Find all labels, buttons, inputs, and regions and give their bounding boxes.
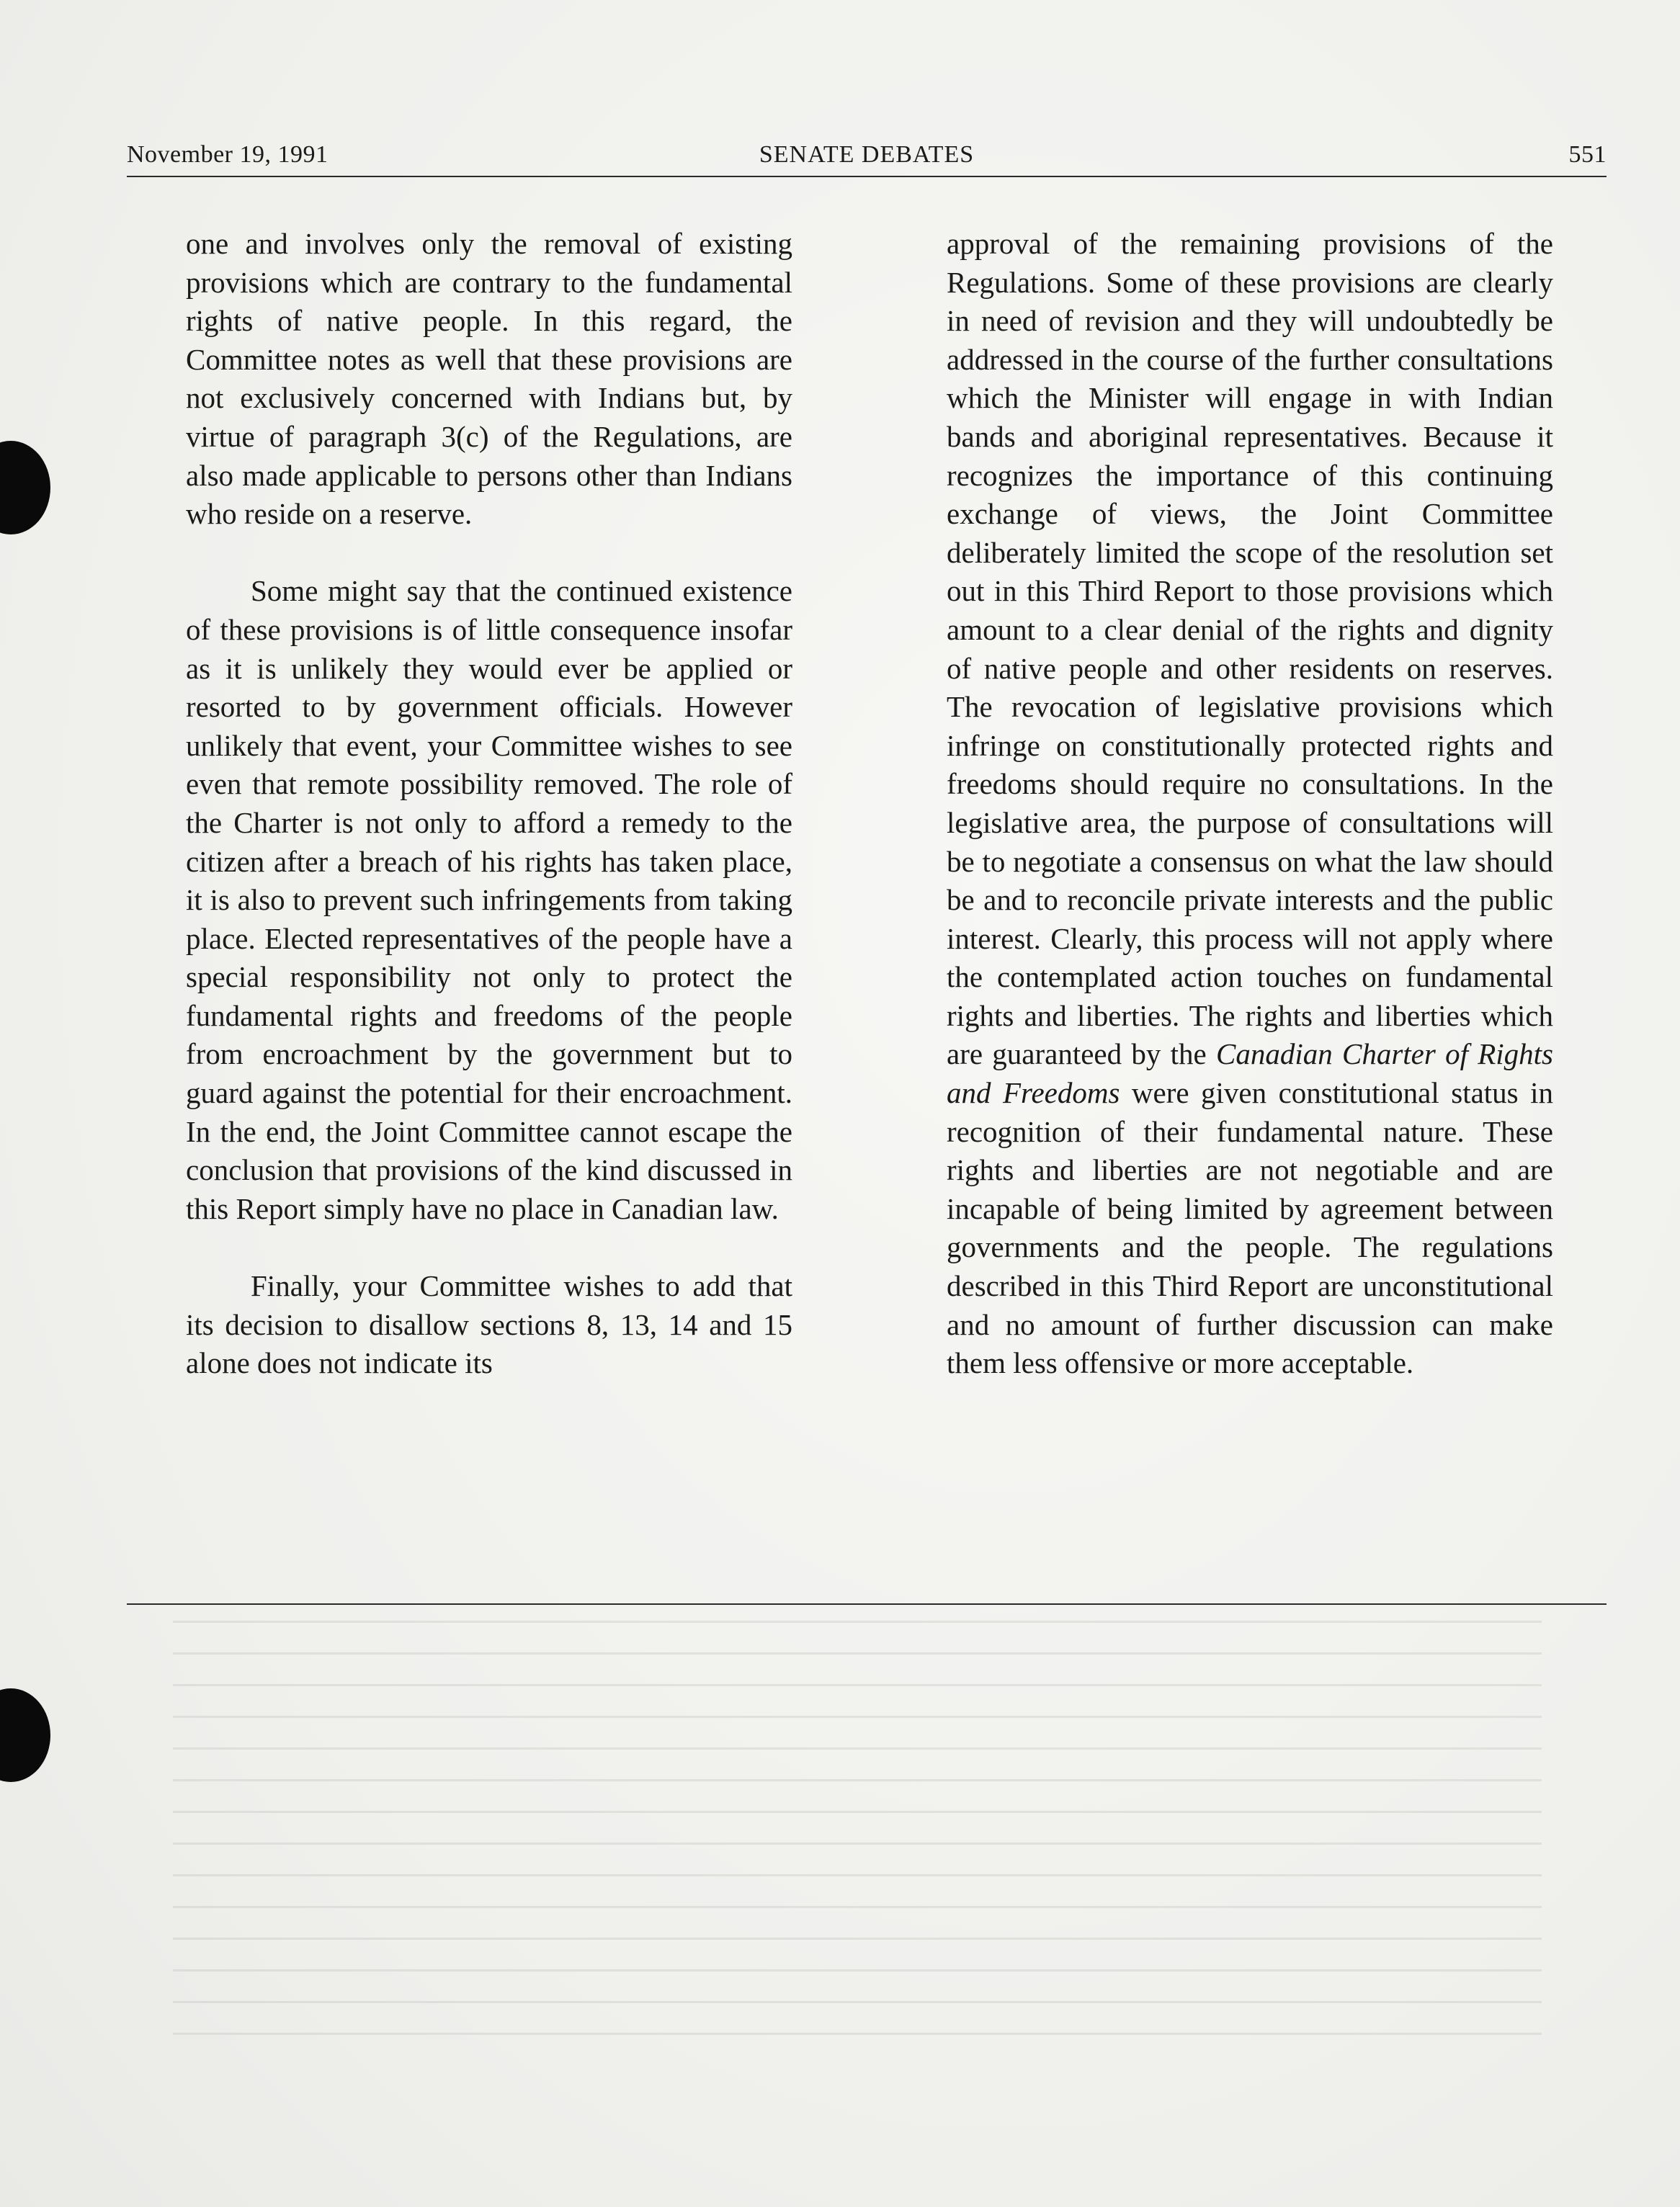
right-paragraph-1-text-b: were given constitutional status in recognition of their fundamental nature. These rights and liberties are not negotiable and are incapable of being limited by agreement between governments and the people. The regulations described in this Third Report are unconstitutional and no amount of further discussion can make them less offensive or more acceptable. bbox=[947, 1076, 1553, 1380]
header-date: November 19, 1991 bbox=[127, 141, 329, 168]
binder-hole-top bbox=[0, 441, 50, 534]
page-number: 551 bbox=[1568, 141, 1607, 168]
right-paragraph-1-text-a: approval of the remaining provisions of the Regulations. Some of these provisions are clearly in need of revision and they will undoubtedly be addressed in the course of the further consultations which the Minister will engage in with Indian bands and aboriginal representatives. Because it recognizes the importance of this continuing exchange of views, the Joint Committee deliberately limited the scope of the resolution set out in this Third Report to those provisions which amount to a clear denial of the rights and dignity of native people and other residents on reserves. The revocation of legislative provisions which infringe on constitutionally protected rights and freedoms should require no consultations. In the legislative area, the purpose of consultations will be to negotiate a consensus on what the law should be and to reconcile private interests and the public interest. Clearly, this process will not apply where the contemplated action touches on fundamental rights and liberties. The rights and liberties which are guaranteed by the bbox=[947, 227, 1553, 1071]
binder-hole-bottom bbox=[0, 1688, 50, 1782]
show-through-bleed bbox=[173, 1621, 1542, 2053]
bottom-rule bbox=[127, 1603, 1607, 1605]
charter-title-italic: Canadian Charter of Rights and Freedoms bbox=[947, 1037, 1553, 1110]
header-title: SENATE DEBATES bbox=[759, 141, 975, 168]
running-header bbox=[127, 141, 1607, 177]
left-paragraph-3: Finally, your Committee wishes to add that its decision to disallow sections 8, 13, 14 and 15 alone does not indicate its bbox=[186, 1269, 792, 1380]
left-column bbox=[186, 225, 792, 1383]
left-paragraph-2: Some might say that the continued existence of these provisions is of little consequence insofar as it is unlikely they would ever be applied or resorted to by government officials. However unlikely that event, your Committee wishes to see even that remote possibility removed. The role of the Charter is not only to afford a remedy to the citizen after a breach of his rights has taken place, it is also to prevent such infringements from taking place. Elected representatives of the people have a special responsibility not only to protect the fundamental rights and freedoms of the people from encroachment by the government but to guard against the potential for their encroachment. In the end, the Joint Committee cannot escape the conclusion that provisions of the kind discussed in this Report simply have no place in Canadian law. bbox=[186, 574, 792, 1225]
left-paragraph-1: one and involves only the removal of existing provisions which are contrary to the fundamental rights of native people. In this regard, the Committee notes as well that these provisions are not exclusively concerned with Indians but, by virtue of paragraph 3(c) of the Regulations, are also made applicable to persons other than Indians who reside on a reserve. bbox=[186, 227, 792, 531]
right-column bbox=[947, 225, 1553, 1383]
right-paragraph-1 bbox=[947, 225, 1553, 1383]
